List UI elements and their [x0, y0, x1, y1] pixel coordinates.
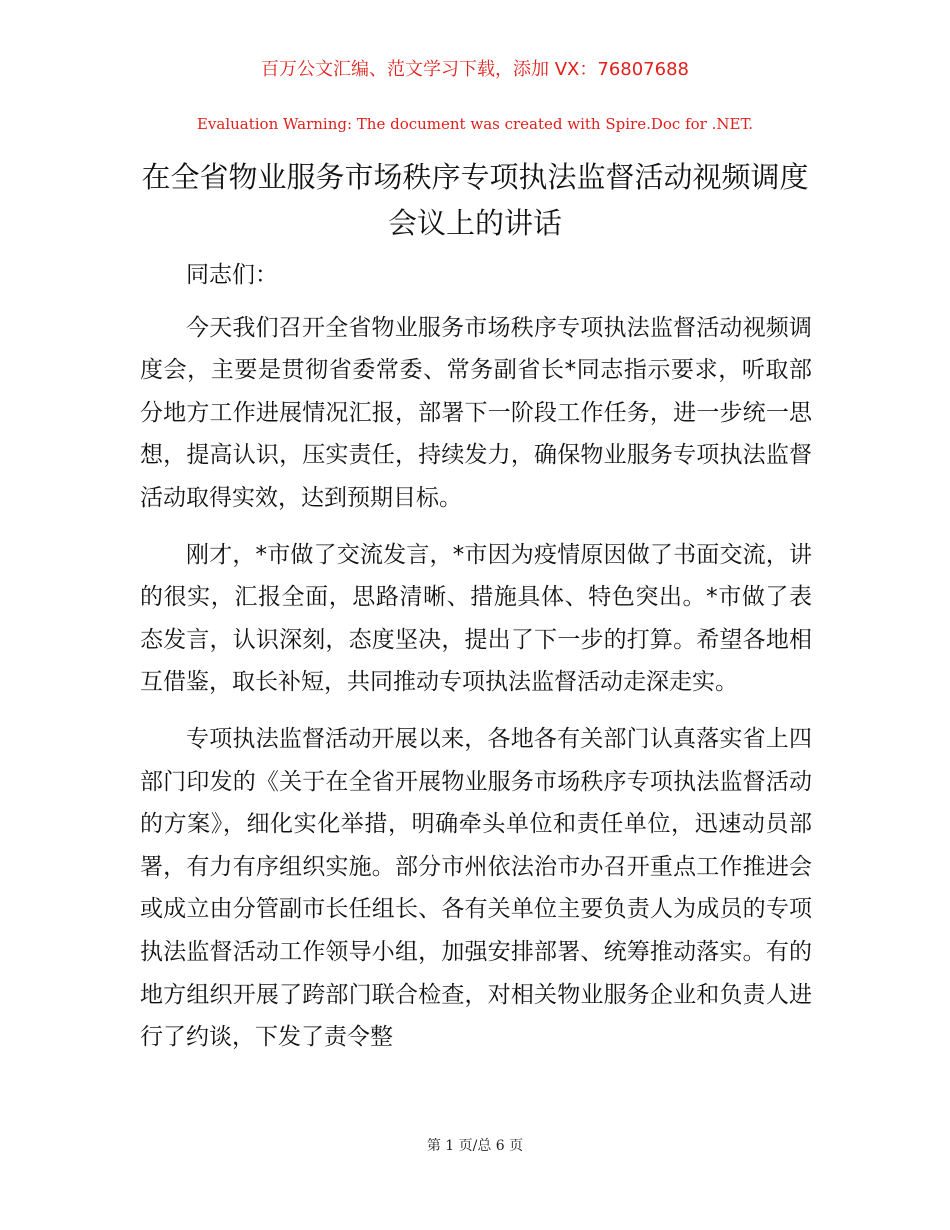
- paragraph-2: 刚才，*市做了交流发言，*市因为疫情原因做了书面交流，讲的很实，汇报全面，思路清晰、措施具体、特色突出。*市做了表态发言，认识深刻，态度坚决，提出了下一步的打算。希望各地相互借鉴，取长补短，共同推动专项执法监督活动走深走实。: [140, 541, 812, 696]
- evaluation-warning: Evaluation Warning: The document was created with Spire.Doc for .NET.: [196, 115, 754, 133]
- document-body: [140, 254, 812, 1073]
- paragraph-3: 专项执法监督活动开展以来，各地各有关部门认真落实省上四部门印发的《关于在全省开展物业服务市场秩序专项执法监督活动的方案》，细化实化举措，明确牵头单位和责任单位，迅速动员部署，有力有序组织实施。部分市州依法治市办召开重点工作推进会或成立由分管副市长任组长、各有关单位主要负责人为成员的专项执法监督活动工作领导小组，加强安排部署、统筹推动落实。有的地方组织开展了跨部门联合检查，对相关物业服务企业和负责人进行了约谈，下发了责令整: [140, 725, 812, 1051]
- page-number-footer: 第 1 页/总 6 页: [426, 1138, 524, 1154]
- header-banner: 百万公文汇编、范文学习下载，添加 VX：76807688: [261, 59, 689, 80]
- paragraph-1: 今天我们召开全省物业服务市场秩序专项执法监督活动视频调度会，主要是贯彻省委常委、常务副省长*同志指示要求，听取部分地方工作进展情况汇报，部署下一阶段工作任务，进一步统一思想，提高认识，压实责任，持续发力，确保物业服务专项执法监督活动取得实效，达到预期目标。: [140, 314, 812, 511]
- document-title: 在全省物业服务市场秩序专项执法监督活动视频调度会议上的讲话: [141, 160, 809, 240]
- salutation: 同志们：: [186, 262, 278, 288]
